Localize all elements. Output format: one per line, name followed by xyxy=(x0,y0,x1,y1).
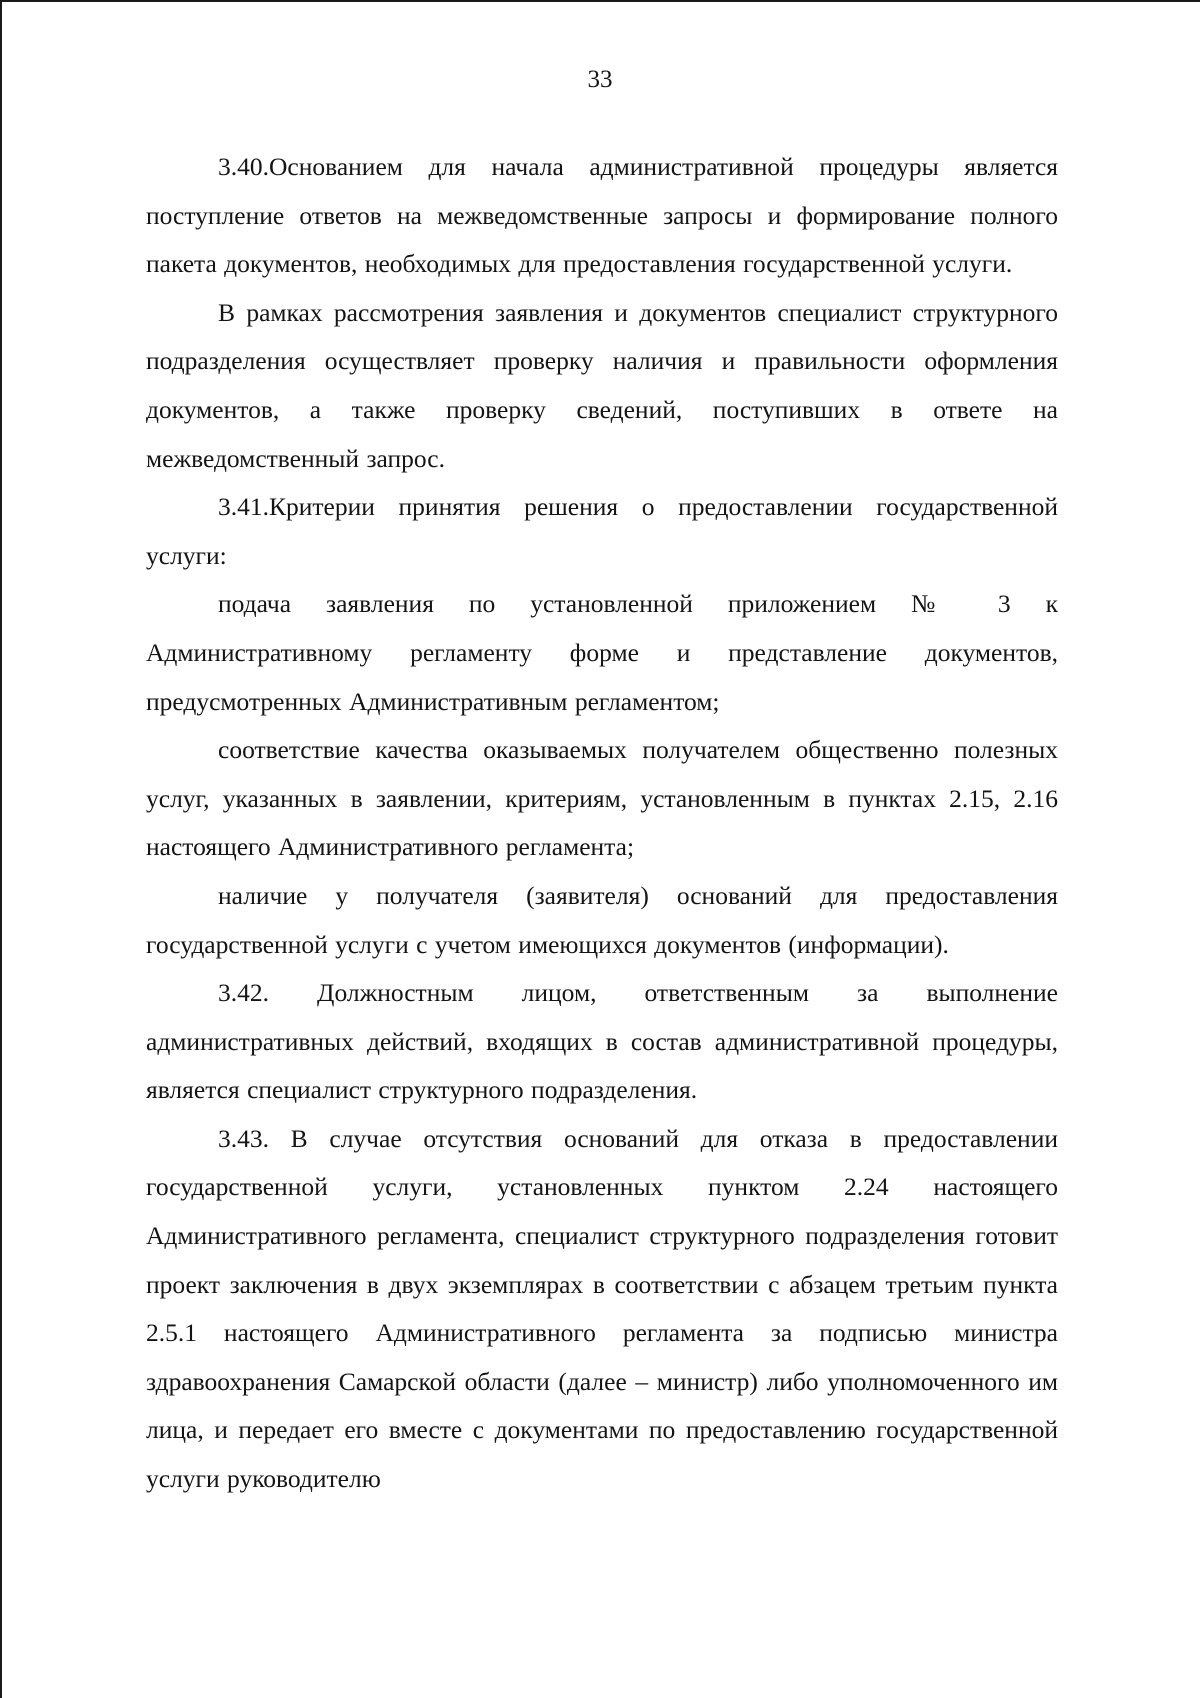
paragraph-3-43: 3.43. В случае отсутствия оснований для отказа в предоставлении государственной услуги, установленных пунктом 2.24 настоящего Административного регламента, специалист структурного подразделения готовит проект заключения в двух экземплярах в соответствии с абзацем третьим пункта 2.5.1 настоящего Административного регламента за подписью министра здравоохранения Самарской области (далее – министр) либо уполномоченного им лица, и передает его вместе с документами по предоставлению государственной услуги руководителю xyxy=(146,1123,1058,1494)
criterion-application: подача заявления по установленной приложением № 3 к Административному регламенту форме и представление документов, предусмотренных Административным регламентом; xyxy=(146,589,1058,716)
document-body xyxy=(146,143,1058,1504)
criterion-grounds: наличие у получателя (заявителя) оснований для предоставления государственной услуги с учетом имеющихся документов (информации). xyxy=(146,880,1058,959)
paragraph-review: В рамках рассмотрения заявления и документов специалист структурного подразделения осуществляет проверку наличия и правильности оформления документов, а также проверку сведений, поступивших в ответе на межведомственный запрос. xyxy=(146,297,1058,473)
page-number: 33 xyxy=(587,66,613,93)
paragraph-3-41: 3.41.Критерии принятия решения о предоставлении государственной услуги: xyxy=(146,492,1058,570)
scan-edge-left xyxy=(0,0,2,1698)
paragraph-3-40: 3.40.Основанием для начала административной процедуры является поступление ответов на межведомственные запросы и формирование полного пакета документов, необходимых для предоставления государственной услуги. xyxy=(146,152,1058,279)
paragraph-3-42: 3.42. Должностным лицом, ответственным за выполнение административных действий, входящих в состав административной процедуры, является специалист структурного подразделения. xyxy=(146,978,1058,1105)
criterion-quality: соответствие качества оказываемых получателем общественно полезных услуг, указанных в заявлении, критериям, установленным в пунктах 2.15, 2.16 настоящего Административного регламента; xyxy=(146,735,1058,862)
scan-edge-top xyxy=(0,0,1200,2)
